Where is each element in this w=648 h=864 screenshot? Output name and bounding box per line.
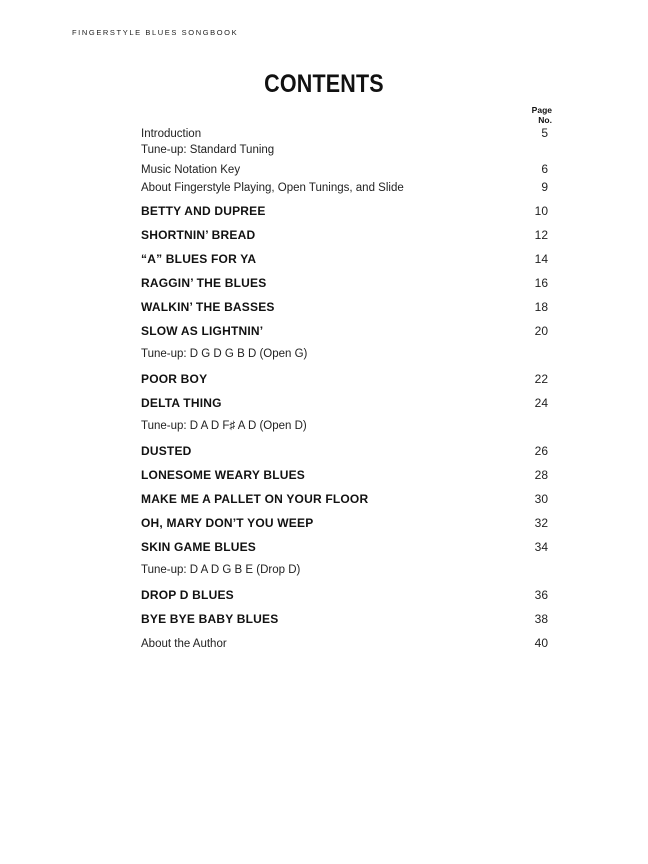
- toc-entry-label: WALKIN’ THE BASSES: [141, 300, 275, 314]
- toc-entry-introduction[interactable]: [141, 126, 548, 142]
- toc-entry-notation-key[interactable]: [141, 162, 548, 178]
- toc-entry-page: 30: [534, 492, 548, 506]
- toc-entry-tuneup-drop-d[interactable]: [141, 564, 548, 580]
- toc-entry-page: 14: [534, 252, 548, 266]
- toc-entry-label: Tune-up: D A D G B E (Drop D): [141, 564, 301, 576]
- page-number-column-header: [512, 106, 552, 125]
- page-header-line2: No.: [538, 114, 552, 125]
- toc-entry-song[interactable]: [141, 444, 548, 460]
- toc-entry-song[interactable]: [141, 516, 548, 532]
- toc-entry-label: SHORTNIN’ BREAD: [141, 228, 256, 242]
- toc-entry-label: DELTA THING: [141, 396, 222, 410]
- toc-entry-label: OH, MARY DON’T YOU WEEP: [141, 516, 314, 530]
- toc-entry-page: 36: [534, 588, 548, 602]
- toc-entry-page: 38: [534, 612, 548, 626]
- toc-entry-label: POOR BOY: [141, 372, 208, 386]
- toc-entry-song[interactable]: [141, 324, 548, 340]
- toc-entry-page: 9: [541, 180, 548, 194]
- toc-entry-page: 6: [541, 162, 548, 176]
- toc-entry-song[interactable]: [141, 204, 548, 220]
- toc-entry-page: 24: [534, 396, 548, 410]
- toc-entry-label: SLOW AS LIGHTNIN’: [141, 324, 264, 338]
- toc-entry-tuneup-open-g[interactable]: [141, 348, 548, 364]
- toc-entry-song[interactable]: [141, 276, 548, 292]
- toc-entry-label: Music Notation Key: [141, 164, 241, 176]
- toc-entry-label: Tune-up: D G D G B D (Open G): [141, 348, 308, 360]
- running-head: FINGERSTYLE BLUES SONGBOOK: [72, 28, 239, 37]
- toc-entry-label: MAKE ME A PALLET ON YOUR FLOOR: [141, 492, 369, 506]
- toc-entry-label: BYE BYE BABY BLUES: [141, 612, 279, 626]
- toc-entry-page: 28: [534, 468, 548, 482]
- toc-entry-song[interactable]: [141, 588, 548, 604]
- toc-entry-song[interactable]: [141, 468, 548, 484]
- page-title: CONTENTS: [264, 70, 384, 98]
- toc-entry-label: BETTY AND DUPREE: [141, 204, 266, 218]
- toc-entry-label: Introduction: [141, 128, 202, 140]
- toc-entry-page: 5: [541, 126, 548, 140]
- toc-entry-page: 40: [534, 636, 548, 650]
- toc-entry-page: 18: [534, 300, 548, 314]
- toc-entry-page: 16: [534, 276, 548, 290]
- toc-entry-label: Tune-up: Standard Tuning: [141, 144, 275, 156]
- toc-entry-page: 10: [534, 204, 548, 218]
- toc-entry-label: DROP D BLUES: [141, 588, 234, 602]
- toc-entry-song[interactable]: [141, 540, 548, 556]
- toc-entry-page: 12: [534, 228, 548, 242]
- toc-entry-label: LONESOME WEARY BLUES: [141, 468, 306, 482]
- toc-entry-song[interactable]: [141, 612, 548, 628]
- toc-entry-song[interactable]: [141, 300, 548, 316]
- toc-entry-label: About the Author: [141, 638, 227, 650]
- toc-entry-page: 22: [534, 372, 548, 386]
- toc-entry-song[interactable]: [141, 492, 548, 508]
- toc-entry-song[interactable]: [141, 252, 548, 268]
- toc-entry-page: 20: [534, 324, 548, 338]
- toc-entry-tuneup-open-d[interactable]: [141, 420, 548, 436]
- toc-entry-song[interactable]: [141, 396, 548, 412]
- toc-entry-song[interactable]: [141, 372, 548, 388]
- toc-entry-about-author[interactable]: [141, 636, 548, 652]
- toc-entry-label: Tune-up: D A D F♯ A D (Open D): [141, 420, 307, 432]
- toc-entry-label: RAGGIN’ THE BLUES: [141, 276, 267, 290]
- toc-entry-label: DUSTED: [141, 444, 192, 458]
- toc-entry-label: SKIN GAME BLUES: [141, 540, 257, 554]
- toc-entry-song[interactable]: [141, 228, 548, 244]
- page-header-line1: Page: [531, 105, 552, 115]
- toc-entry-page: 32: [534, 516, 548, 530]
- toc-entry-about-fingerstyle[interactable]: [141, 180, 548, 196]
- toc-entry-tuneup-standard[interactable]: [141, 144, 548, 160]
- toc-entry-page: 34: [534, 540, 548, 554]
- toc-entry-label: About Fingerstyle Playing, Open Tunings, and Slide: [141, 182, 404, 194]
- toc-entry-label: “A” BLUES FOR YA: [141, 252, 257, 266]
- toc-entry-page: 26: [534, 444, 548, 458]
